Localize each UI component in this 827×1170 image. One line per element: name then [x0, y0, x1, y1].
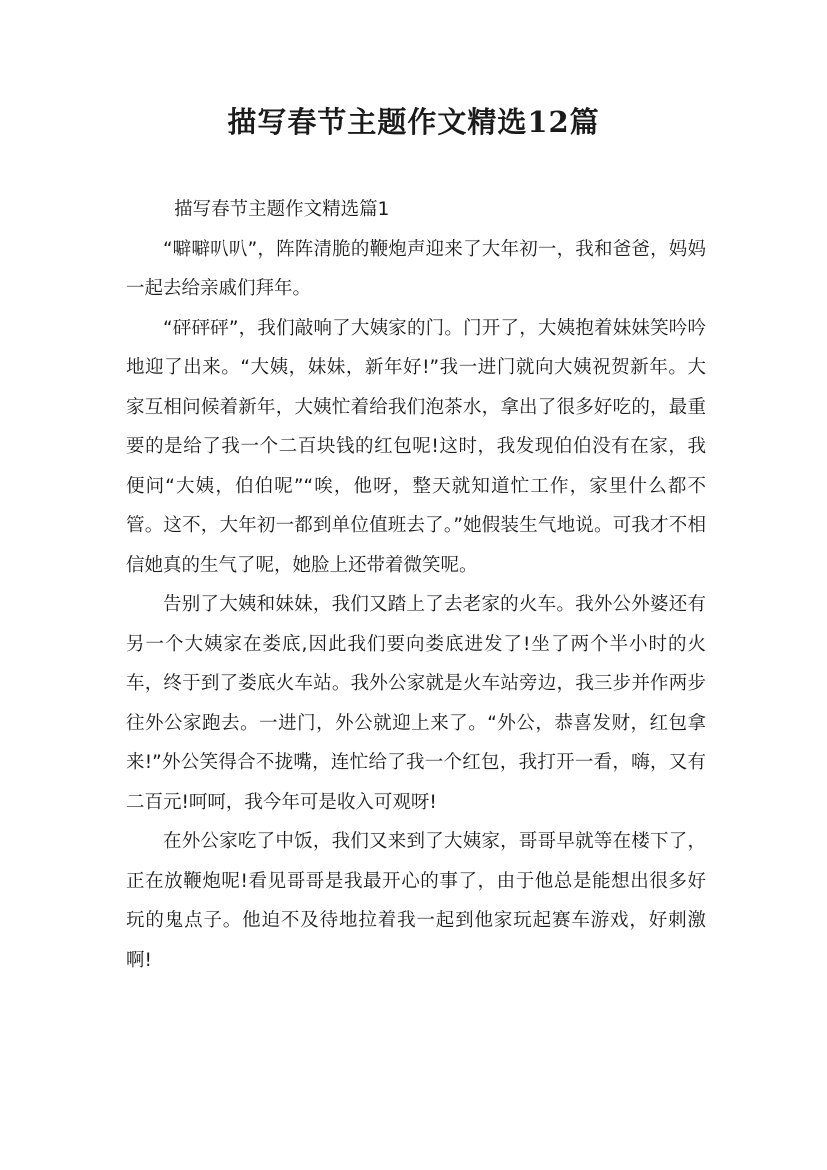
paragraph-3: 告别了大姨和妹妹，我们又踏上了去老家的火车。我外公外婆还有另一个大姨家在娄底,因此我们要向娄底进发了!坐了两个半小时的火车，终于到了娄底火车站。我外公家就是火车站旁边，我三步并作两步往外公家跑去。一进门，外公就迎上来了。“外公，恭喜发财，红包拿来!”外公笑得合不拢嘴，连忙给了我一个红包，我打开一看，嗨，又有二百元!呵呵，我今年可是收入可观呀!: [126, 594, 706, 813]
document-title: 描写春节主题作文精选12篇: [227, 105, 600, 139]
document-body: [126, 190, 706, 980]
paragraph-4: 在外公家吃了中饭，我们又来到了大姨家，哥哥早就等在楼下了，正在放鞭炮呢!看见哥哥是我最开心的事了，由于他总是能想出很多好玩的鬼点子。他迫不及待地拉着我一起到他家玩起赛车游戏，好刺激啊!: [126, 831, 706, 971]
section-heading: 描写春节主题作文精选篇1: [174, 199, 390, 220]
paragraph-2: “砰砰砰”，我们敲响了大姨家的门。门开了，大姨抱着妹妹笑吟吟地迎了出来。“大姨，妹妹，新年好!”我一进门就向大姨祝贺新年。大家互相问候着新年，大姨忙着给我们泡茶水，拿出了很多好吃的，最重要的是给了我一个二百块钱的红包呢!这时，我发现伯伯没有在家，我便问“大姨，伯伯呢”“唉，他呀，整天就知道忙工作，家里什么都不管。这不，大年初一都到单位值班去了。”她假装生气地说。可我才不相信她真的生气了呢，她脸上还带着微笑呢。: [126, 317, 706, 576]
paragraph-1: “噼噼叭叭”，阵阵清脆的鞭炮声迎来了大年初一，我和爸爸，妈妈一起去给亲戚们拜年。: [126, 238, 706, 299]
